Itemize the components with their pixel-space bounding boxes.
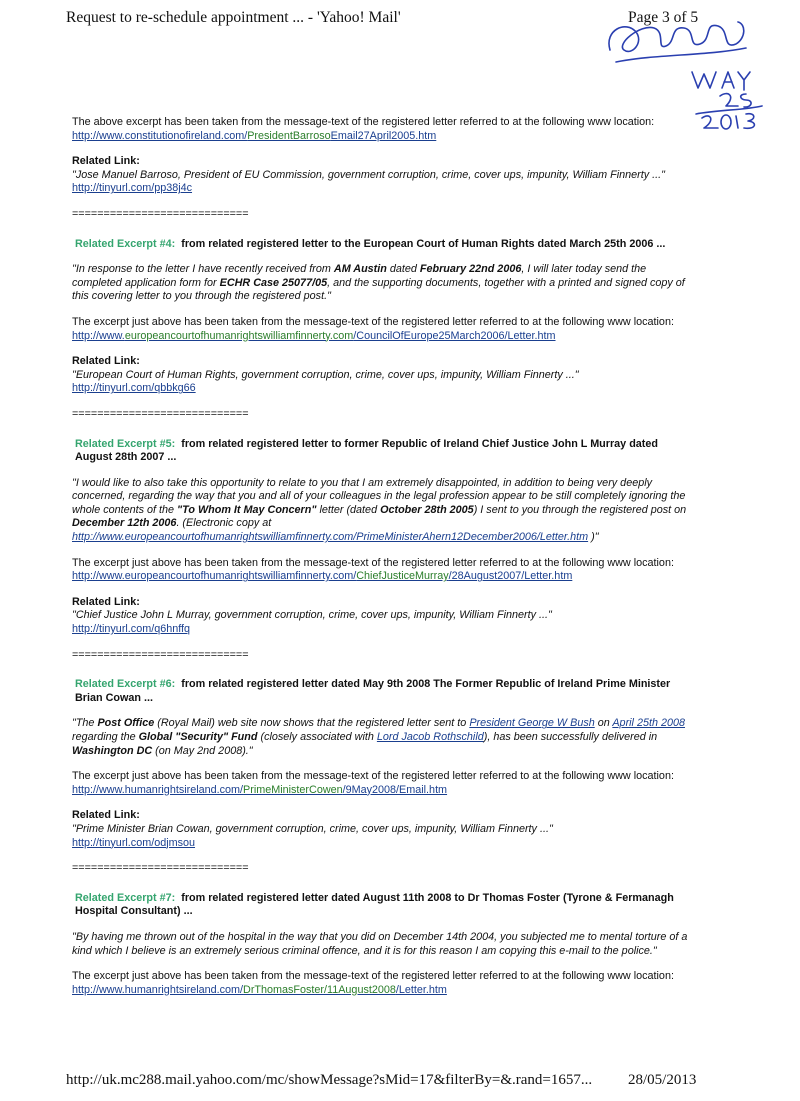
intro-letter-link[interactable]: http://www.constitutionofireland.com/PresidentBarrosoEmail27April2005.htm [72,129,437,142]
excerpt-6-heading: Related Excerpt #6: from related registered letter dated May 9th 2008 The Former Republic of Ireland Prime Minister Brian Cowan ... [75,678,671,704]
related-tinyurl-link[interactable]: http://tinyurl.com/qbbkg66 [72,382,196,395]
print-footer-date: 28/05/2013 [628,1072,697,1088]
related-link-description: "European Court of Human Rights, government corruption, crime, cover ups, impunity, William Finnerty ..." [72,368,579,381]
excerpt-6-lead: The excerpt just above has been taken from the message-text of the registered letter referred to at the following www location: [72,770,674,783]
excerpt-4-quote: "In response to the letter I have recently received from AM Austin dated February 22nd 2006, I will later today send the completed application form for ECHR Case 25077/05, and the supporting documents, together with a printed and signed copy of this covering letter to you through the registered post." [72,263,685,303]
excerpt-5-lead: The excerpt just above has been taken from the message-text of the registered letter referred to at the following www location: [72,556,674,569]
excerpt-5-quote: "I would like to also take this opportunity to relate to you that I am extremely disappointed, in addition to being very deeply concerned, regarding the way that you and all of your colleagues in the legal profession appear to be still completely ignoring the whole contents of the "To Whom It May Concern" letter (dated October 28th 2005) I sent to you through the registered post on December 12th 2006. (Electronic copy at http://www.europeancourtofhumanrightswilliamfinnerty.com/PrimeMinisterAhern12December2006/Letter.htm )" [72,476,687,544]
email-body [72,116,696,1009]
separator: ============================ [72,862,249,875]
related-link-description: "Chief Justice John L Murray, government corruption, crime, cover ups, impunity, William Finnerty ..." [72,609,552,622]
excerpt-4-heading: Related Excerpt #4: from related registered letter to the European Court of Human Rights dated March 25th 2006 ... [75,237,666,250]
related-link-heading: Related Link: [72,155,140,168]
separator: ============================ [72,648,249,661]
excerpt-7-letter-link[interactable]: http://www.humanrightsireland.com/DrThomasFoster/11August2008/Letter.htm [72,983,447,996]
excerpt-5-quote-link[interactable]: http://www.europeancourtofhumanrightswilliamfinnerty.com/PrimeMinisterAhern12December2006/Letter.htm [72,531,589,544]
related-tinyurl-link[interactable]: http://tinyurl.com/pp38j4c [72,182,193,195]
related-link-heading: Related Link: [72,355,140,368]
print-header-title: Request to re-schedule appointment ... - 'Yahoo! Mail' [66,9,401,26]
related-tinyurl-link[interactable]: http://tinyurl.com/odjmsou [72,836,196,849]
excerpt-7-lead: The excerpt just above has been taken from the message-text of the registered letter referred to at the following www location: [72,970,674,983]
excerpt-4-lead: The excerpt just above has been taken from the message-text of the registered letter referred to at the following www location: [72,315,674,328]
excerpt-5-letter-link[interactable]: http://www.europeancourtofhumanrightswilliamfinnerty.com/ChiefJusticeMurray/28August2007/Letter.htm [72,570,573,583]
excerpt-5-heading: Related Excerpt #5: from related registered letter to former Republic of Ireland Chief Justice John L Murray dated August 28th 2007 ... [75,437,658,464]
excerpt-7-heading: Related Excerpt #7: from related registered letter dated August 11th 2008 to Dr Thomas Foster (Tyrone & Fermanagh Hospital Consultant) ... [75,891,674,918]
rothschild-link[interactable]: Lord Jacob Rothschild [376,731,484,743]
excerpt-7-quote: "By having me thrown out of the hospital in the way that you did on December 14th 2004, you subjected me to mental torture of a kind which I believe is an extremely serious criminal offence, and it is for this reason I am copying this e-mail to the police." [72,930,688,957]
related-tinyurl-link[interactable]: http://tinyurl.com/q6hnffq [72,623,191,636]
related-link-description: "Prime Minister Brian Cowan, government corruption, crime, cover ups, impunity, William Finnerty ..." [72,822,553,835]
april-date-link[interactable]: April 25th 2008 [612,717,685,730]
excerpt-6-quote: "The Post Office (Royal Mail) web site now shows that the registered letter sent to President George W Bush on April 25th 2008 regarding the Global "Security" Fund (closely associated with Lord Jacob Rothschild), has been successfully delivered in Washington DC (on May 2nd 2008)." [72,717,685,757]
related-link-heading: Related Link: [72,595,140,608]
handwritten-signature [596,10,776,130]
print-page-number: Page 3 of 5 [628,9,699,26]
related-link-heading: Related Link: [72,809,140,822]
president-bush-link[interactable]: President George W Bush [469,717,595,730]
related-link-description: "Jose Manuel Barroso, President of EU Commission, government corruption, crime, cover ups, impunity, William Finnerty ..." [72,168,666,181]
separator: ============================ [72,207,249,220]
print-footer-url: http://uk.mc288.mail.yahoo.com/mc/showMessage?sMid=17&filterBy=&.rand=1657... [66,1072,593,1088]
separator: ============================ [72,407,249,420]
intro-text: The above excerpt has been taken from the message-text of the registered letter referred to at the following www location: [72,116,655,128]
excerpt-6-letter-link[interactable]: http://www.humanrightsireland.com/PrimeMinisterCowen/9May2008/Email.htm [72,783,448,796]
excerpt-4-letter-link[interactable]: http://www.europeancourtofhumanrightswilliamfinnerty.com/CouncilOfEurope25March2006/Letter.htm [72,329,556,342]
